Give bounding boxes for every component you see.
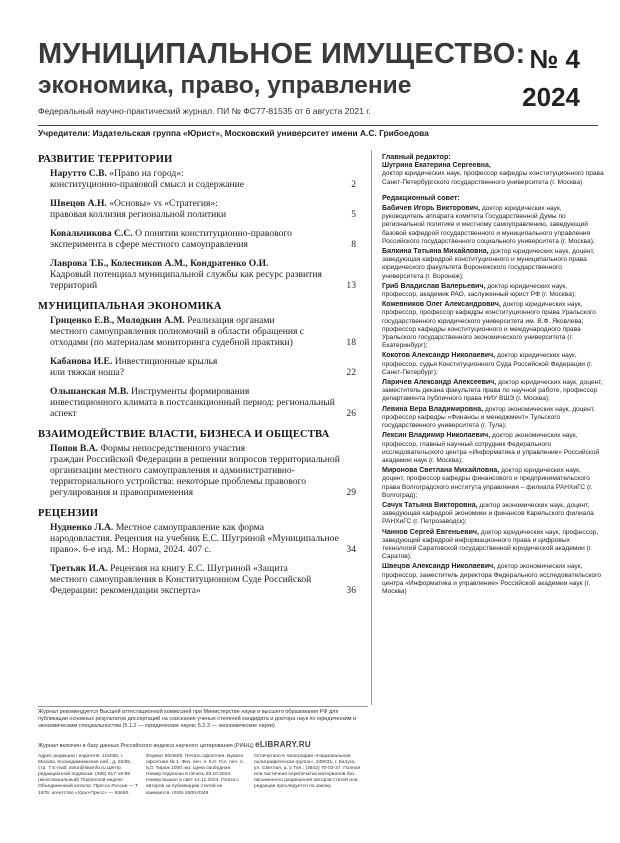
council-member-name: Кокотов Александр Николаевич, [382, 352, 496, 360]
council-member-name: Ларичев Александр Алексеевич, [382, 379, 497, 387]
council-member-desc: доктор экономических наук, доцент, заведующая кафедрой экономики и финансов Карельского филиала РАНХиГС (г. Петрозаводск); [382, 501, 594, 526]
council-member-desc: доктор экономических наук, профессор, главный научный сотрудник Федерального исследовательского центра «Информатика и управление» Российской академии наук (г. Москва); [382, 432, 600, 464]
toc-entry-page: 29 [346, 487, 356, 498]
toc-entry-title-start: Инвестиционные крылья [114, 356, 218, 367]
council-member-desc: доктор юридических наук, профессор, судья Конституционного Суда Российской Федерации (г. Санкт-Петербург); [382, 352, 593, 376]
council-members [382, 205, 604, 596]
council-member-name: Сачук Татьяна Викторовна, [382, 501, 478, 509]
header-divider [38, 125, 598, 126]
masthead [38, 38, 598, 130]
toc-section-heading: РАЗВИТИЕ ТЕРРИТОРИИ [38, 154, 173, 165]
council-member-name: Лексин Владимир Николаевич, [382, 432, 491, 440]
toc-entry[interactable] [38, 356, 356, 378]
toc-entry-title-start: «Право на город»: [109, 168, 184, 179]
chief-editor-name: Шугрина Екатерина Сергеевна, [382, 162, 491, 170]
toc-entry-page: 2 [351, 179, 356, 190]
toc-entry-page: 26 [346, 408, 356, 419]
council-member [382, 205, 604, 246]
council-member-desc: доктор юридических наук, доцент, заместитель декана факультета права по научной работе, профессор департамента публичного права НИУ ВШЭ (г. Москва); [382, 379, 603, 403]
toc-entry-title-start: «Основы» vs «Стратегия»: [109, 198, 218, 209]
toc-entry-title-rest: инвестиционного климата в постсанкционный период: региональный аспект [50, 397, 335, 419]
council-member-name: Бялкина Татьяна Михайловна, [382, 248, 489, 256]
council-member-desc: доктор юридических наук, доцент, профессор кафедры финансового и предпринимательского права Волгоградского института управления – филиала РАНХиГС (г. Волгоград); [382, 467, 593, 499]
toc-entry-title-rest: эксперимента в сфере местного самоуправления [50, 239, 248, 250]
council-member-name: Швецов Александр Николаевич, [382, 563, 496, 571]
toc-entry-title-rest: граждан Российской Федерации в решении вопросов территориальной организации местного самоуправления и административно-территориального устройства: некоторые проблемы правового регулирования и правоприменения [50, 454, 340, 498]
council-member [382, 563, 604, 596]
journal-registration: Федеральный научно-практический журнал. ПИ № ФС77-81535 от 6 августа 2021 г. [38, 106, 371, 116]
toc-section-heading: ВЗАИМОДЕЙСТВИЕ ВЛАСТИ, БИЗНЕСА И ОБЩЕСТВА [38, 429, 330, 440]
toc-entry[interactable] [38, 563, 356, 596]
journal-subtitle-title: экономика, право, управление [38, 72, 412, 99]
toc-entry-authors: Гриценко Е.В., Молодкин А.М. [50, 315, 185, 326]
toc-entry-title-start: О понятии конституционно-правового [135, 228, 292, 239]
toc-entry-title-start: Реализация органами [187, 315, 275, 326]
council-member [382, 529, 604, 562]
toc-entry-title-rest: Кадровый потенциал муниципальной службы как ресурс развития территорий [50, 269, 322, 291]
toc-entry[interactable] [38, 522, 356, 555]
council-member [382, 379, 604, 404]
chief-editor-desc: доктор юридических наук, профессор кафедры конституционного права Санкт-Петербургского государственного университета (г. Москва) [382, 170, 604, 186]
toc-entry-title-start: Местное самоуправление как форма [115, 522, 265, 533]
toc-entry-page: 13 [346, 280, 356, 291]
chief-editor-label: Главный редактор: [382, 152, 451, 161]
council-member-name: Гриб Владислав Валерьевич, [382, 282, 486, 290]
council-member-desc: доктор юридических наук, руководитель аппарата комитета Государственной Думы по региональной политике и местному самоуправлению, заведующий базовой кафедрой государственного и муниципального управления Российского государственного социального университета (г. Москва); [382, 205, 595, 245]
toc-entry-authors: Третьяк И.А. [50, 563, 108, 574]
toc-entry-authors: Ковальчикова С.С. [50, 228, 133, 239]
issue-year: 2024 [522, 82, 580, 112]
journal-title: МУНИЦИПАЛЬНОЕ ИМУЩЕСТВО: [38, 38, 526, 70]
elibrary-logo: eLIBRARY.RU [255, 740, 311, 749]
toc-entry[interactable] [38, 443, 356, 498]
toc-entry-page: 18 [346, 337, 356, 348]
toc-entry[interactable] [38, 198, 356, 220]
toc-entry[interactable] [38, 228, 356, 250]
council-member-desc: доктор экономических наук, профессор, заместитель директора Федерального исследовательского центра «Информатика и управление» Российской академии наук (г. Москва) [382, 563, 602, 595]
toc-entry-authors: Нарутто С.В. [50, 168, 107, 179]
council-member-name: Бабичев Игорь Викторович, [382, 205, 481, 213]
council-member [382, 502, 604, 527]
toc-entry-authors: Нудненко Л.А. [50, 522, 114, 533]
toc-entry-authors: Кабанова И.Е. [50, 356, 113, 367]
council-member [382, 283, 604, 299]
toc-entry[interactable] [38, 168, 356, 190]
toc-entry-authors: Ольшанская М.В. [50, 386, 129, 397]
council-member [382, 301, 604, 350]
issue-number: № 4 [529, 44, 580, 74]
council-member-name: Кожевников Олег Александрович, [382, 301, 501, 309]
vak-note: Журнал рекомендуется Высшей аттестационной комиссией при Министерстве науки и высшего образования РФ для публикации основных результатов диссертаций на соискание ученых степеней кандидата и доктора наук по юридическим и экономическим специальностям (5.1.2 — юридические науки; 5.2.3 — экономические науки). [38, 709, 357, 729]
council-member [382, 467, 604, 500]
imprint-address: Адрес редакции / издателя: 115035, г. Москва, Космодамианская наб., д. 26/55, стр. 7 E-mail: avtor@lawinfo.ru Центр редакционной подписки: (495) 617-18-88 (многоканальный) Подписной индекс: Объединенный каталог. Пресса России — Т 1876; агентство «Урал-Пресс» — 93650. [38, 754, 139, 796]
toc-entry-title-rest: народовластия. Рецензия на учебник Е.С. Шугриной «Муниципальное право». 6-е изд. М.: Норма, 2024. 407 с. [50, 533, 339, 555]
toc-entry-page: 8 [351, 239, 356, 250]
council-member [382, 432, 604, 465]
council-member-desc: доктор юридических наук, профессор, академик РАО, заслуженный юрист РФ (г. Москва); [382, 282, 576, 299]
imprint-print-info: Формат 60х90/8. Печать офсетная. Бумага офсетная № 1. Физ. печ. л. 5,0. Усл. печ. л. 5,0. Тираж 1000 экз. Цена свободная. Номер подписан в печать 29.10.2024. Номер вышел в свет 14.11.2024. Плата с авторов за публикацию статей не взимается. ISSN 2500-0349 [146, 754, 244, 796]
editorial-board [382, 153, 604, 598]
council-member-name: Чаннов Сергей Евгеньевич, [382, 528, 479, 536]
council-member [382, 406, 604, 431]
imprint-printer: Отпечатано в типографии «Национальная полиграфическая группа». 248031, г. Калуга, ул. Светлая, д. 2 Тел.: (4842) 70-03-37. Полная или частичная перепечатка материалов без письменного разрешения авторов статей или редакции преследуется по закону. [254, 754, 361, 790]
toc-entry-title-rest: местного самоуправления в Конституционном Суде Российской Федерации: рекомендации эксперта» [50, 574, 312, 596]
toc-entry-authors: Лаврова Т.Б., Колесников А.М., Кондратенко О.И. [50, 258, 269, 269]
notes-divider [38, 706, 368, 707]
table-of-contents [38, 150, 356, 604]
toc-section-heading: МУНИЦИПАЛЬНАЯ ЭКОНОМИКА [38, 301, 222, 312]
toc-section-heading: РЕЦЕНЗИИ [38, 508, 99, 519]
toc-entry-authors: Попов В.А. [50, 443, 99, 454]
toc-entry-page: 36 [346, 585, 356, 596]
toc-entry-title-start: Инструменты формирования [131, 386, 250, 397]
council-member-desc: доктор юридических наук, профессор, заведующий кафедрой информационного права и цифровых технологий Саратовской государственной юридической академии (г. Саратов); [382, 528, 599, 561]
rinc-text: Журнал включен в базу данных Российского индекса научного цитирования (РИНЦ) [38, 743, 254, 749]
council-member-name: Левина Вера Владимировна, [382, 405, 484, 413]
toc-entry-title-rest: конституционно-правовой смысл и содержание [50, 179, 245, 190]
toc-entry-title-rest: или тяжкая ноша? [50, 367, 124, 378]
toc-entry-title-start: Формы непосредственного участия [100, 443, 246, 454]
toc-entry-title-rest: правовая коллизия региональной политики [50, 209, 227, 220]
toc-entry-authors: Швецов А.Н. [50, 198, 107, 209]
toc-entry-page: 5 [351, 209, 356, 220]
column-divider [371, 150, 372, 705]
council-member-desc: доктор юридических наук, профессор, профессор кафедры конституционного права Уральского государственного юридического университета им. В.Ф. Яковлева; профессор кафедры конституционного и международного права Уральского государственного экономического университета (г. Екатеринбург); [382, 301, 596, 350]
council-member-name: Миронова Светлана Михайловна, [382, 467, 500, 475]
toc-entry-title-start: Рецензия на книгу Е.С. Шугриной «Защита [110, 563, 288, 574]
toc-entry[interactable] [38, 258, 356, 291]
council-member [382, 352, 604, 377]
toc-entry-page: 22 [346, 367, 356, 378]
toc-entry[interactable] [38, 386, 356, 419]
toc-entry[interactable] [38, 315, 356, 348]
council-member-desc: доктор экономических наук, доцент, профессор кафедры «Финансы и менеджмент» Тульского государственного университета (г. Тула); [382, 405, 595, 430]
rinc-note [38, 740, 311, 749]
council-member [382, 248, 604, 281]
toc-entry-page: 34 [346, 544, 356, 555]
founders: Учредители: Издательская группа «Юрист», Московский университет имени А.С. Грибоедова [38, 128, 429, 138]
council-member-desc: доктор юридических наук, доцент, заведующая кафедрой конституционного и муниципального права юридического факультета Воронежского государственного университета (г. Воронеж); [382, 248, 595, 280]
council-label: Редакционный совет: [382, 192, 460, 202]
toc-entry-title-rest: местного самоуправления полномочий в области обращения с отходами (по материалам мониторинга судебной практики) [50, 326, 305, 348]
